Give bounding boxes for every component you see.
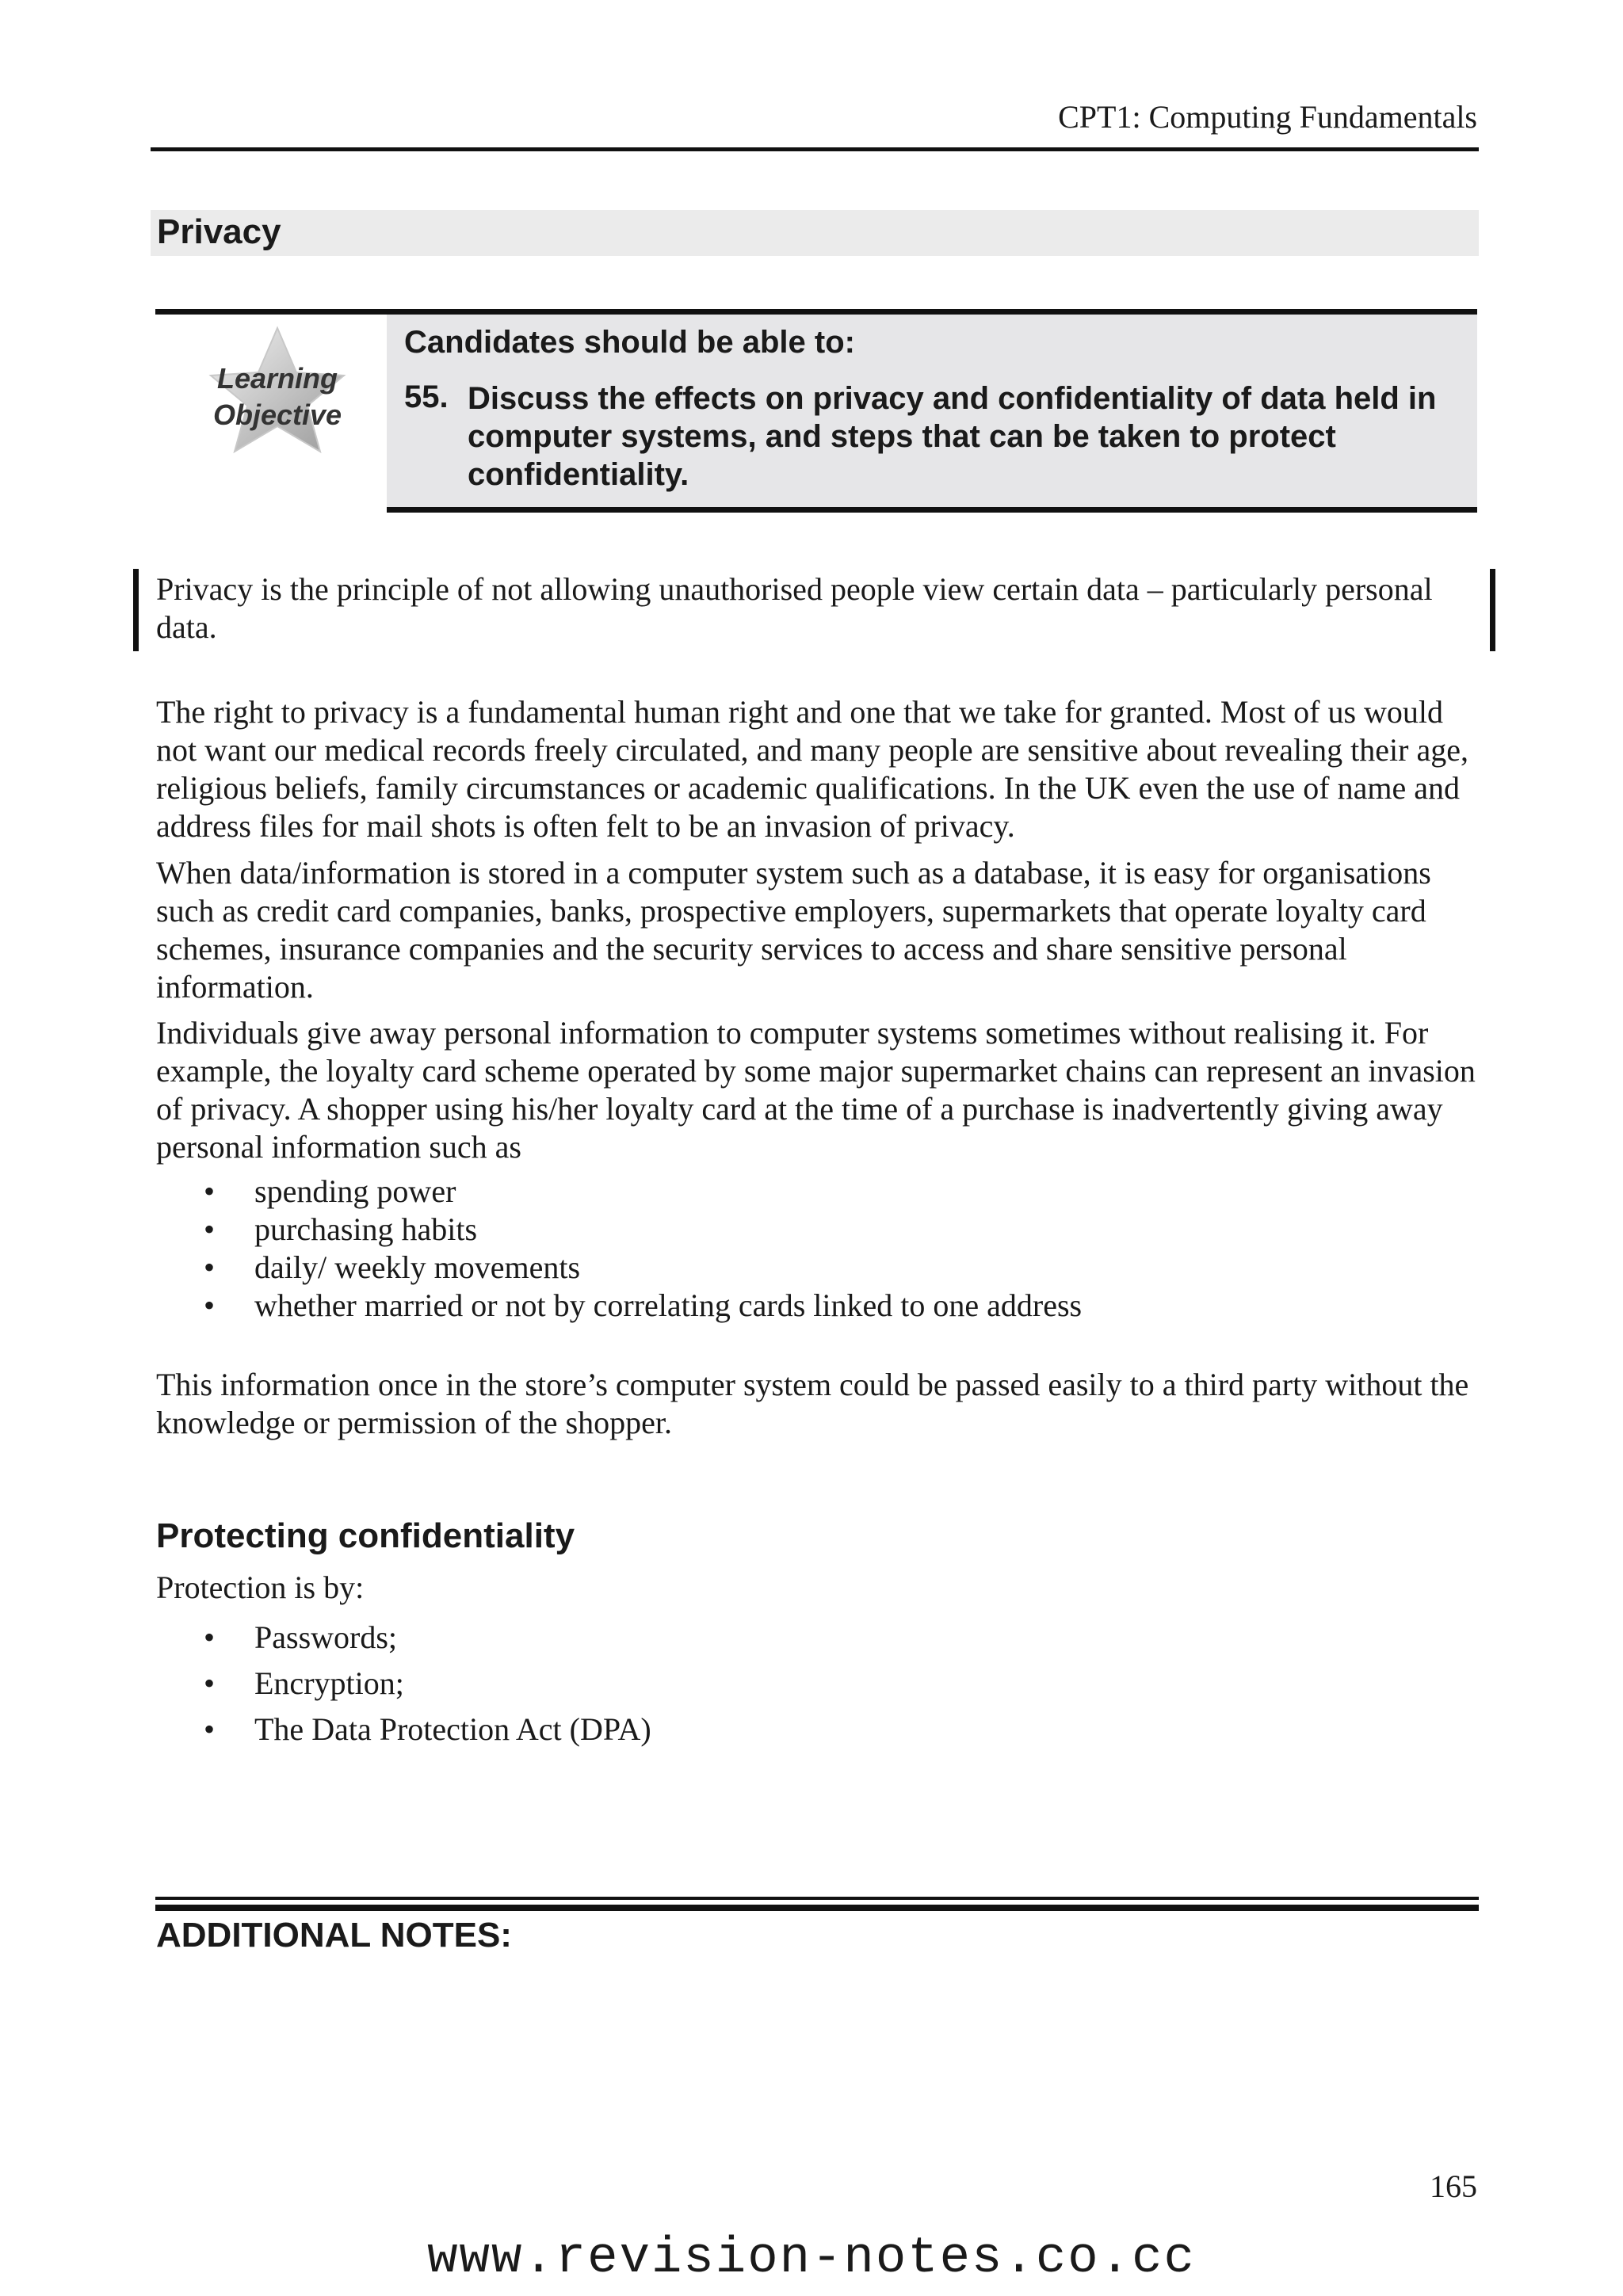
paragraph-definition: Privacy is the principle of not allowing unauthorised people view certain data – particularly personal data.	[156, 571, 1433, 645]
learning-objective-icon	[190, 323, 365, 458]
personal-info-list	[156, 1173, 1487, 1325]
objective-bottom-rule	[387, 507, 1477, 513]
badge-line-2: Objective	[212, 399, 342, 431]
page-number: 165	[1430, 2168, 1477, 2204]
running-header: CPT1: Computing Fundamentals	[1058, 99, 1477, 135]
objective-text: Discuss the effects on privacy and confidentiality of data held in computer systems, and steps that can be taken to protect confidentiality.	[468, 381, 1437, 492]
paragraph-right-to-privacy: The right to privacy is a fundamental human right and one that we take for granted. Most of us would not want our medical records freely circulated, and many people are sensitive about revealing their age, religious beliefs, family circumstances or academic qualifications. In the UK even the use of name and address files for mail shots is often felt to be an invasion of privacy.	[156, 694, 1468, 844]
change-bar-left	[133, 569, 139, 651]
list-item: • purchasing habits	[156, 1211, 1487, 1249]
list-item: • Passwords;	[156, 1615, 1487, 1661]
protection-list	[156, 1615, 1487, 1753]
header-rule	[151, 147, 1479, 151]
footer-url: www.revision-notes.co.cc	[427, 2230, 1196, 2287]
notes-rule-thick	[155, 1905, 1479, 1911]
list-item: • The Data Protection Act (DPA)	[156, 1707, 1487, 1753]
notes-rule-thin	[155, 1897, 1479, 1900]
list-item: • whether married or not by correlating cards linked to one address	[156, 1287, 1487, 1325]
list-item: • Encryption;	[156, 1661, 1487, 1707]
protecting-heading: Protecting confidentiality	[156, 1516, 575, 1555]
section-title-band	[151, 210, 1479, 256]
paragraph-stored-data: When data/information is stored in a computer system such as a database, it is easy for organisations such as credit card companies, banks, prospective employers, supermarkets that operate loyalty card schemes, insurance companies and the security services to access and share sensitive personal information.	[156, 855, 1431, 1005]
paragraph-loyalty-card: Individuals give away personal information to computer systems sometimes without realising it. For example, the loyalty card scheme operated by some major supermarket chains can represent an invasion of privacy. A shopper using his/her loyalty card at the time of a purchase is inadvertently giving away personal information such as	[156, 1015, 1476, 1165]
objective-heading: Candidates should be able to:	[404, 325, 855, 360]
additional-notes-heading: ADDITIONAL NOTES:	[156, 1916, 512, 1955]
protection-intro: Protection is by:	[156, 1569, 365, 1605]
change-bar-right	[1490, 569, 1495, 651]
list-item: • spending power	[156, 1173, 1487, 1211]
badge-line-1: Learning	[216, 362, 338, 395]
list-item: • daily/ weekly movements	[156, 1249, 1487, 1287]
section-title: Privacy	[157, 212, 281, 251]
objective-top-rule	[155, 309, 1477, 315]
objective-number: 55.	[404, 379, 449, 414]
paragraph-third-party: This information once in the store’s computer system could be passed easily to a third party without the knowledge or permission of the shopper.	[156, 1367, 1469, 1440]
